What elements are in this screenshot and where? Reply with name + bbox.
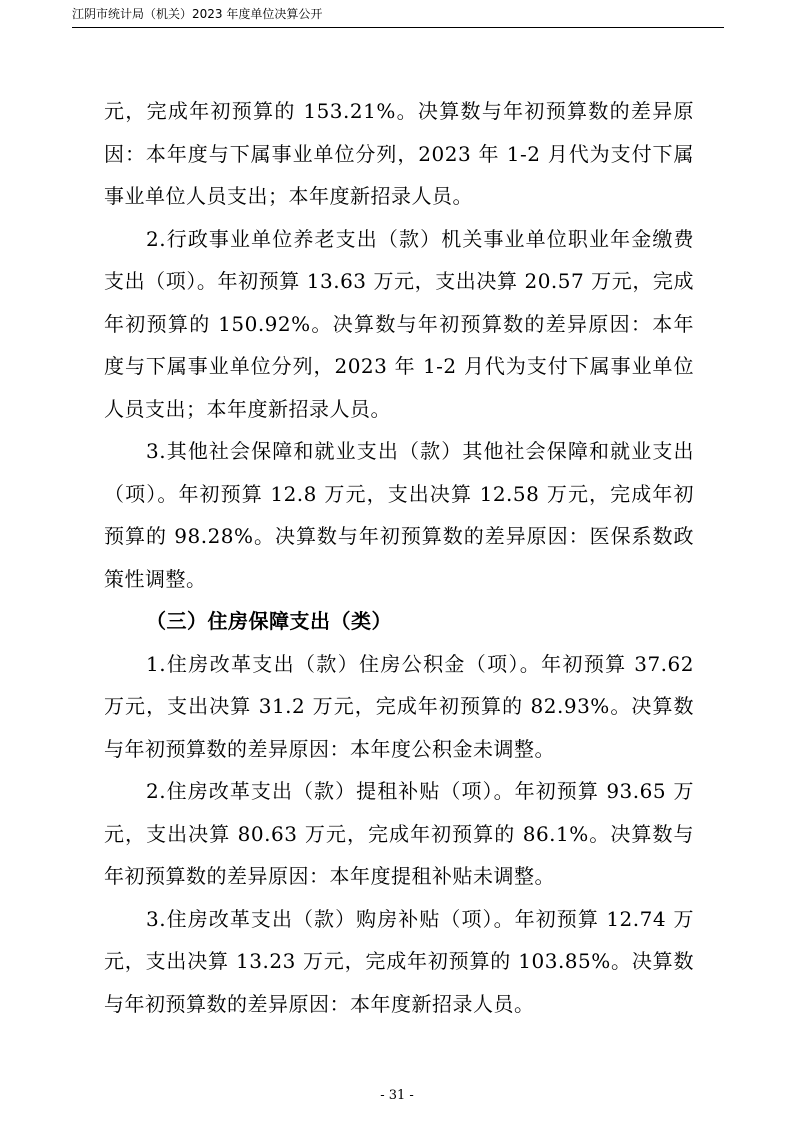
paragraph-housing-provident-fund: 1.住房改革支出（款）住房公积金（项）。年初预算 37.62 万元，支出决算 31.2 万元，完成年初预算的 82.93%。决算数与年初预算数的差异原因：本年度公积金未调整。 — [104, 651, 694, 761]
paragraph-continuation: 元，完成年初预算的 153.21%。决算数与年初预算数的差异原因：本年度与下属事业单位分列，2023 年 1-2 月代为支付下属事业单位人员支出；本年度新招录人员。 — [104, 99, 694, 208]
document-header-title: 江阴市统计局（机关）2023 年度单位决算公开 — [72, 7, 323, 21]
paragraph-pension-annuity: 2.行政事业单位养老支出（款）机关事业单位职业年金缴费支出（项）。年初预算 13.63 万元，支出决算 20.57 万元，完成年初预算的 150.92%。决算数与年初预算数的差异原因：本年度与下属事业单位分列，2023 年 1-2 月代为支付下属事业单位人员支出；本年度新招录人员。 — [104, 226, 694, 421]
paragraph-other-social-security: 3.其他社会保障和就业支出（款）其他社会保障和就业支出（项）。年初预算 12.8 万元，支出决算 12.58 万元，完成年初预算的 98.28%。决算数与年初预算数的差异原因：医保系数政策性调整。 — [104, 439, 694, 591]
paragraph-housing-purchase-subsidy: 3.住房改革支出（款）购房补贴（项）。年初预算 12.74 万元，支出决算 13.23 万元，完成年初预算的 103.85%。决算数与年初预算数的差异原因：本年度新招录人员。 — [104, 906, 694, 1016]
document-body — [104, 90, 694, 1025]
page-number: - 31 - — [380, 1088, 414, 1103]
section-heading-housing: （三）住房保障支出（类） — [146, 609, 392, 633]
paragraph-rent-subsidy: 2.住房改革支出（款）提租补贴（项）。年初预算 93.65 万元，支出决算 80.63 万元，完成年初预算的 86.1%。决算数与年初预算数的差异原因：本年度提租补贴未调整。 — [104, 779, 694, 888]
header-divider — [72, 27, 724, 28]
